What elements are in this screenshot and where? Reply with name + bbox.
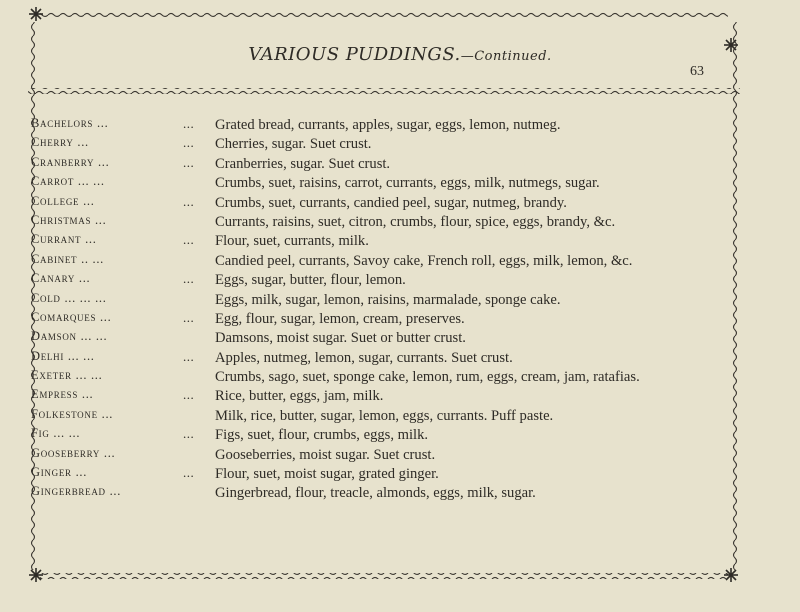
pudding-name: Bachelors ...: [31, 116, 109, 130]
dot-leader: ...: [183, 426, 195, 442]
list-item: [31, 446, 743, 465]
ingredients-text: Cherries, sugar. Suet crust.: [215, 136, 372, 153]
page-number: 63: [690, 64, 704, 79]
ingredients-text: Eggs, sugar, butter, flour, lemon.: [215, 272, 406, 289]
ingredients-text: Gingerbread, flour, treacle, almonds, eggs, milk, sugar.: [215, 485, 536, 502]
pudding-name: Christmas ...: [31, 212, 107, 227]
list-item: [31, 213, 743, 232]
pudding-name: Comarques ...: [31, 309, 112, 324]
ingredients-text: Gooseberries, moist sugar. Suet crust.: [215, 446, 436, 463]
list-item: [31, 407, 743, 426]
pudding-name: Cherry ...: [31, 135, 89, 150]
dot-leader: ...: [183, 116, 195, 131]
dot-leader: ...: [183, 135, 195, 151]
ingredients-text: Crumbs, suet, raisins, carrot, currants, eggs, milk, nutmegs, sugar.: [215, 175, 600, 192]
pudding-name: Gooseberry ...: [31, 445, 116, 460]
list-item: [31, 387, 743, 406]
ingredients-text: Candied peel, currants, Savoy cake, French roll, eggs, milk, lemon, &c.: [215, 252, 633, 269]
pudding-name: Exeter ... ...: [31, 368, 103, 383]
dot-leader: ...: [183, 387, 195, 403]
ingredients-text: Egg, flour, sugar, lemon, cream, preserves.: [215, 310, 465, 327]
dot-leader: ...: [183, 465, 195, 481]
dot-leader: ...: [183, 271, 195, 287]
pudding-name: Folkestone ...: [31, 406, 114, 421]
pudding-name: Carrot ... ...: [31, 174, 105, 189]
list-item: [31, 194, 743, 213]
pudding-name: Gingerbread ...: [31, 484, 122, 499]
ingredients-text: Flour, suet, currants, milk.: [215, 233, 369, 250]
pudding-name: Damson ... ...: [31, 329, 108, 344]
ingredients-text: Cranberries, sugar. Suet crust.: [215, 155, 391, 172]
page-title: VARIOUS PUDDINGS.: [248, 44, 461, 65]
list-item: [31, 426, 743, 445]
list-item: [31, 252, 743, 271]
pudding-name: Fig ... ...: [31, 426, 81, 441]
list-item: [31, 155, 743, 174]
pudding-name: Ginger ...: [31, 465, 88, 480]
pudding-name: Canary ...: [31, 271, 91, 286]
list-item: [31, 174, 743, 193]
list-item: [31, 135, 743, 154]
running-head: [200, 44, 600, 65]
list-item: [31, 271, 743, 290]
ingredients-text: Grated bread, currants, apples, sugar, eggs, lemon, nutmeg.: [215, 117, 561, 133]
dot-leader: ...: [183, 348, 195, 364]
ingredients-text: Crumbs, suet, currants, candied peel, sugar, nutmeg, brandy.: [215, 194, 567, 211]
pudding-name: Cabinet .. ...: [31, 251, 105, 266]
list-item: [31, 232, 743, 251]
pudding-name: Delhi ... ...: [31, 348, 95, 363]
dot-leader: ...: [183, 193, 195, 209]
list-item: [31, 310, 743, 329]
ingredients-text: Apples, nutmeg, lemon, sugar, currants. Suet crust.: [215, 349, 513, 366]
ingredients-text: Currants, raisins, suet, citron, crumbs, flour, spice, eggs, brandy, &c.: [215, 213, 616, 230]
dot-leader: ...: [183, 232, 195, 248]
ingredients-text: Eggs, milk, sugar, lemon, raisins, marmalade, sponge cake.: [215, 291, 561, 308]
pudding-name: Cranberry ...: [31, 154, 110, 169]
list-item: [31, 291, 743, 310]
ingredients-text: Rice, butter, eggs, jam, milk.: [215, 388, 384, 405]
list-item: [31, 329, 743, 348]
ingredients-text: Milk, rice, butter, sugar, lemon, eggs, currants. Puff paste.: [215, 407, 554, 424]
pudding-name: Cold ... ... ...: [31, 290, 107, 305]
pudding-name: Currant ...: [31, 232, 97, 247]
list-item: [31, 368, 743, 387]
pudding-name: College ...: [31, 193, 95, 208]
list-item: [31, 465, 743, 484]
dot-leader: ...: [183, 309, 195, 325]
ingredients-text: Flour, suet, moist sugar, grated ginger.: [215, 466, 439, 483]
dot-leader: ...: [183, 154, 195, 170]
pudding-name: Empress ...: [31, 387, 94, 402]
list-item: [31, 484, 743, 503]
ingredients-text: Figs, suet, flour, crumbs, eggs, milk.: [215, 427, 429, 444]
pudding-list: [31, 116, 743, 504]
list-item: [31, 349, 743, 368]
ingredients-text: Damsons, moist sugar. Suet or butter crust.: [215, 330, 466, 347]
continued-label: —Continued.: [460, 49, 552, 64]
list-item: [31, 116, 743, 135]
ingredients-text: Crumbs, sago, suet, sponge cake, lemon, rum, eggs, cream, jam, ratafias.: [215, 369, 640, 386]
